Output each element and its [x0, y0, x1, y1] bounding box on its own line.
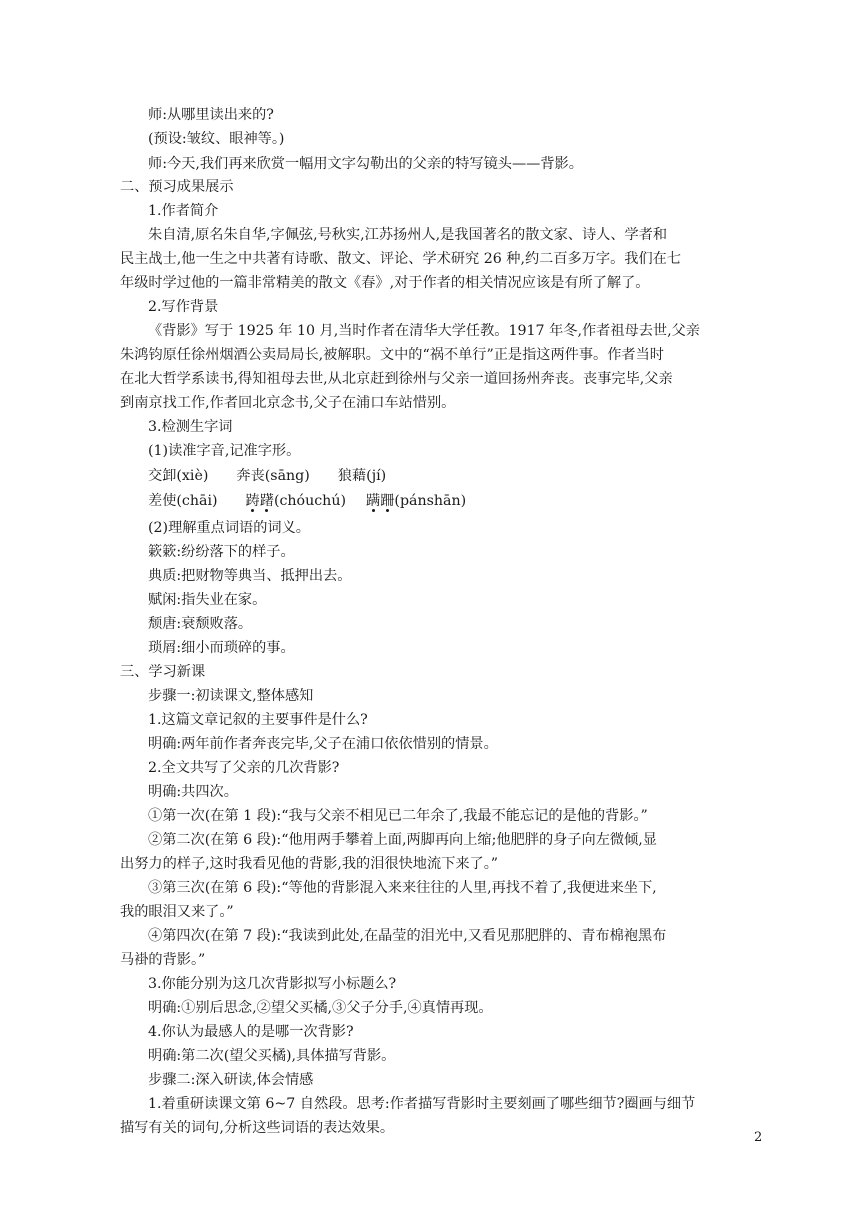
text-line: (1)读准字音,记准字形。 [148, 443, 301, 459]
text-line: 《背影》写于 1925 年 10 月,当时作者在清华大学任教。1917 年冬,作者祖母去世,父亲 [148, 323, 700, 339]
section-heading: 二、预习成果展示 [120, 179, 234, 195]
text-line: 4.你认为最感人的是哪一次背影? [148, 1024, 354, 1040]
vocab-char: 跚 [380, 493, 395, 509]
vocab-word: 交卸(xiè) [148, 468, 209, 484]
text-line: 1.这篇文章记叙的主要事件是什么? [148, 712, 368, 728]
vocab-word: 差使(chāi) [148, 493, 218, 509]
text-line: 2.全文共写了父亲的几次背影? [148, 760, 340, 776]
subsection-heading: 1.作者简介 [148, 203, 219, 219]
text-line: 3.你能分别为这几次背影拟写小标题么? [148, 976, 397, 992]
vocab-char: 踌 [245, 493, 260, 509]
text-line: ①第一次(在第 1 段):“我与父亲不相见已二年余了,我最不能忘记的是他的背影。” [148, 808, 648, 824]
text-line: 我的眼泪又来了。” [120, 904, 234, 920]
text-line: 师:今天,我们再来欣赏一幅用文字勾勒出的父亲的特写镜头——背影。 [148, 156, 583, 172]
text-line: (2)理解重点词语的词义。 [148, 520, 310, 536]
text-line: 民主战士,他一生之中共著有诗歌、散文、评论、学术研究 26 种,约二百多万字。我们在七 [120, 251, 682, 267]
text-line: 出努力的样子,这时我看见他的背影,我的泪很快地流下来了。” [120, 856, 499, 872]
text-line: 到南京找工作,作者回北京念书,父子在浦口车站惜别。 [120, 395, 456, 411]
text-line: 琐屑:细小而琐碎的事。 [148, 640, 295, 656]
text-line: 在北大哲学系读书,得知祖母去世,从北京赶到徐州与父亲一道回扬州奔丧。丧事完毕,父亲 [120, 371, 673, 387]
vocab-char: 蹒 [366, 493, 381, 509]
text-line: 1.着重研读课文第 6~7 自然段。思考:作者描写背影时主要刻画了哪些细节?圈画与细节 [148, 1096, 696, 1112]
text-line: 颓唐:衰颓败落。 [148, 616, 253, 632]
text-line: 赋闲:指失业在家。 [148, 592, 267, 608]
text-line: 明确:共四次。 [148, 784, 238, 800]
text-line: 步骤一:初读课文,整体感知 [148, 688, 314, 704]
text-line: 步骤二:深入研读,体会情感 [148, 1072, 314, 1088]
text-line: 明确:两年前作者奔丧完毕,父子在浦口依依惜别的情景。 [148, 736, 498, 752]
text-line: 师:从哪里读出来的? [148, 107, 274, 123]
text-line: 簌簌:纷纷落下的样子。 [148, 544, 295, 560]
vocab-pinyin: (chóuchú) [273, 493, 346, 509]
section-heading: 三、学习新课 [120, 664, 206, 680]
vocab-pinyin: (pánshān) [394, 493, 467, 509]
text-line: 马褂的背影。” [120, 952, 206, 968]
vocab-word: 狼藉(jí) [337, 468, 387, 484]
text-line: (预设:皱纹、眼神等。) [148, 131, 285, 147]
text-line: 典质:把财物等典当、抵押出去。 [148, 568, 352, 584]
text-line: 明确:第二次(望父买橘),具体描写背影。 [148, 1048, 396, 1064]
text-line: ②第二次(在第 6 段):“他用两手攀着上面,两脚再向上缩;他肥胖的身子向左微倾,显 [148, 832, 657, 848]
text-line: 明确:①别后思念,②望父买橘,③父子分手,④真情再现。 [148, 1000, 493, 1016]
subsection-heading: 3.检测生字词 [148, 419, 233, 435]
subsection-heading: 2.写作背景 [148, 299, 219, 315]
page-number: 2 [754, 1130, 763, 1145]
text-line: 描写有关的词句,分析这些词语的表达效果。 [120, 1120, 395, 1136]
text-line: ④第四次(在第 7 段):“我读到此处,在晶莹的泪光中,又看见那肥胖的、青布棉袍黑布 [148, 928, 667, 944]
vocab-row [148, 466, 386, 486]
vocab-char: 躇 [259, 493, 274, 509]
text-line: ③第三次(在第 6 段):“等他的背影混入来来往往的人里,再找不着了,我便进来坐下, [148, 880, 657, 896]
text-line: 年级时学过他的一篇非常精美的散文《春》,对于作者的相关情况应该是有所了解了。 [120, 275, 650, 291]
text-line: 朱鸿钧原任徐州烟酒公卖局局长,被解职。文中的“祸不单行”正是指这两件事。作者当时 [120, 347, 664, 363]
text-line: 朱自清,原名朱自华,字佩弦,号秋实,江苏扬州人,是我国著名的散文家、诗人、学者和 [148, 227, 668, 243]
vocab-word: 奔丧(sāng) [236, 468, 310, 484]
vocab-row [148, 491, 466, 511]
